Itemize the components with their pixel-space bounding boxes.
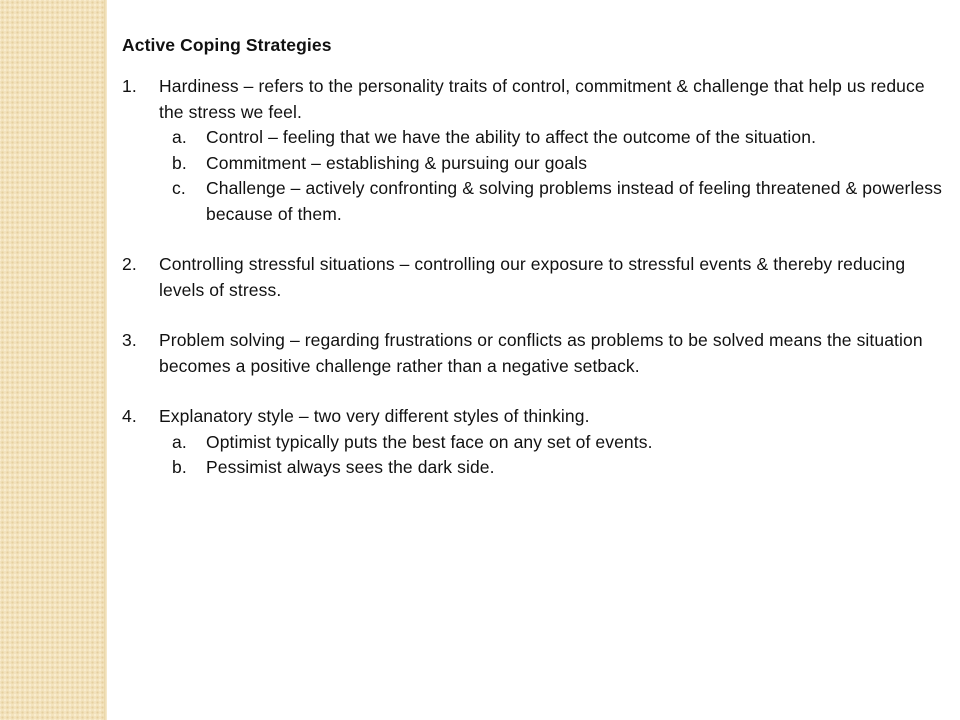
side-band-edge (104, 0, 107, 720)
sublist-item-pessimist (159, 455, 942, 481)
sublist-letter: a. (172, 431, 187, 452)
list-item-hardiness (122, 74, 942, 227)
list-number: 1. (122, 76, 137, 96)
sublist-item-text: Control – feeling that we have the ability to affect the outcome of the situation. (206, 127, 817, 147)
slide-title: Active Coping Strategies (122, 35, 332, 55)
list-item-explanatory-style (122, 404, 942, 481)
sublist-item-text: Pessimist always sees the dark side. (206, 457, 495, 477)
sublist-item-text: Optimist typically puts the best face on any set of events. (206, 431, 653, 452)
list-item-controlling-situations (122, 252, 942, 303)
list-item-text: Problem solving – regarding frustrations or conflicts as problems to be solved means the situation becomes a positive challenge rather than a negative setback. (159, 330, 923, 376)
sublist-letter: a. (172, 127, 187, 147)
list-item-problem-solving (122, 328, 942, 379)
sublist-item-text: Challenge – actively confronting & solving problems instead of feeling threatened & powerless because of them. (206, 178, 942, 224)
slide-content (122, 33, 942, 481)
sublist-letter: c. (172, 178, 186, 198)
sublist-item-commitment (159, 151, 942, 177)
sublist-letter: b. (172, 457, 187, 477)
decorative-side-band (0, 0, 104, 720)
list-number: 4. (122, 406, 137, 426)
sublist-item-challenge (159, 176, 942, 227)
list-item-text: Explanatory style – two very different styles of thinking. (159, 406, 590, 426)
list-item-text: Hardiness – refers to the personality traits of control, commitment & challenge that help us reduce the stress we feel. (159, 76, 925, 122)
list-number: 2. (122, 254, 137, 274)
sublist-item-text: Commitment – establishing & pursuing our goals (206, 152, 588, 173)
sublist-item-optimist (159, 430, 942, 456)
list-number: 3. (122, 330, 137, 350)
list-item-text: Controlling stressful situations – controlling our exposure to stressful events & thereby reducing levels of stress. (159, 254, 906, 300)
sublist-letter: b. (172, 152, 187, 173)
sublist-item-control (159, 125, 942, 151)
